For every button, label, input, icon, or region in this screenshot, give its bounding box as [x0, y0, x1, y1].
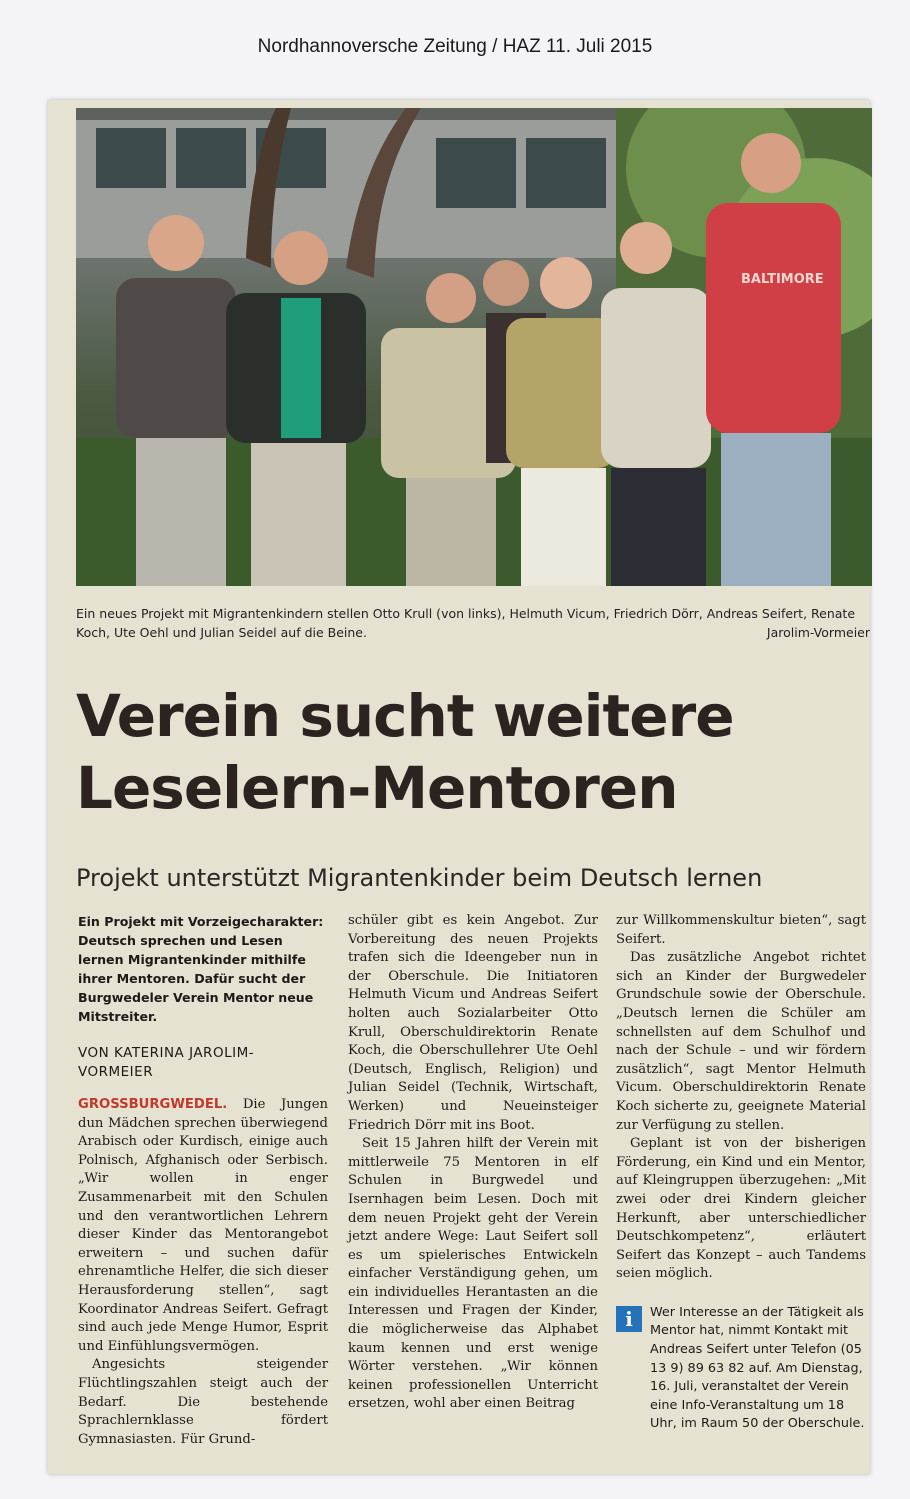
subheadline: Projekt unterstützt Migrantenkinder beim Deutsch lernen: [76, 864, 763, 892]
group-photo-illustration: [76, 108, 872, 586]
byline: VON KATERINA JAROLIM-VORMEIER: [78, 1045, 255, 1080]
photo-credit: Jarolim-Vormeier: [766, 625, 870, 640]
article-lead: Ein Projekt mit Vorzeigecharakter: Deutsch sprechen und Lesen lernen Migrantenkinder mithilfe ihrer Mentoren. Dafür sucht der Burgwedeler Verein Mentor neue Mitstreiter.: [78, 914, 324, 1024]
source-line: Nordhannoversche Zeitung / HAZ 11. Juli 2015: [257, 36, 653, 57]
paragraph-1: [78, 1096, 328, 1356]
info-text: Wer Interesse an der Tätigkeit als Mentor hat, nimmt Kontakt mit Andreas Seifert unter Telefon (05 13 9) 89 63 82 auf. Am Dienstag, 16. Juli, veranstaltet der Verein eine Info-Veranstaltung um 18 Uhr, im Raum 50 der Oberschule.: [650, 1304, 865, 1432]
paragraph-1-text: Die Jungen dun Mädchen sprechen überwiegend Arabisch oder Kurdisch, einige auch Polnisch, Afghanisch oder Serbisch. „Wir wollen in enger Zusammenarbeit mit den Schulen und den verantwortlichen Lehrern dieser Kinder das Mentorangebot erweitern – und suchen dafür ehrenamtliche Helfer, die sich dieser Herausforderung stellen“, sagt Koordinator Andreas Seifert. Gefragt sind auch jede Menge Humor, Esprit und Einfühlungsvermögen.: [78, 1097, 328, 1354]
dateline: GROSSBURGWEDEL.: [78, 1097, 228, 1112]
paragraph-5: Geplant ist von der bisherigen Förderung, ein Kind und ein Mentor, auf Kleingruppen überzugehen: „Mit zwei oder drei Kindern gleicher Herkunft, aber unterschiedlicher Deutschkompetenz“, erläutert Seifert das Konzept – auch Tandems seien möglich.: [616, 1136, 866, 1282]
svg-text:BALTIMORE: BALTIMORE: [741, 272, 824, 287]
headline: Verein sucht weitere Leselern-Mentoren: [76, 682, 734, 822]
paragraph-3-continued: zur Willkommenskultur bieten“, sagt Seifert.: [616, 913, 866, 947]
paragraph-2-start: Angesichts steigender Flüchtlingszahlen steigt auch der Bedarf. Die bestehende Sprachlernklasse fördert Gymnasiasten. Für Grund-: [78, 1357, 328, 1447]
info-icon: i: [616, 1306, 642, 1332]
article-column-3: [616, 912, 866, 1434]
paragraph-4: Das zusätzliche Angebot richtet sich an Kinder der Burgwedeler Grundschule sowie der Oberschule. „Deutsch lernen die Schüler am schnellsten auf dem Schulhof und nach der Schule – und wir fördern zusätzlich“, sagt Mentor Helmuth Vicum. Oberschuldirektorin Renate Koch sicherte zu, geeignete Material zur Verfügung zu stellen.: [616, 950, 866, 1133]
caption-text: Ein neues Projekt mit Migrantenkindern stellen Otto Krull (von links), Helmuth Vicum, Friedrich Dörr, Andreas Seifert, Renate Koch, Ute Oehl und Julian Seidel auf die Beine.: [76, 606, 856, 640]
group-photo: [76, 108, 872, 586]
photo-caption: [76, 604, 870, 642]
article-column-1: [78, 912, 328, 1449]
info-box: [616, 1304, 866, 1434]
paragraph-3: Seit 15 Jahren hilft der Verein mit mittlerweile 75 Mentoren in elf Schulen in Burgwedel und Isernhagen beim Lesen. Doch mit dem neuen Projekt geht der Verein jetzt andere Wege: Laut Seifert soll es um spielerisches Entwickeln einfacher Verständigung gehen, um ein individuelles Herantasten an die Interessen und Fragen der Kinder, die möglicherweise das Alphabet kaum kennen und erst wenige Wörter verstehen. „Wir können keinen professionellen Unterricht ersetzen, wohl aber einen Beitrag: [348, 1136, 598, 1412]
article-column-2: [348, 912, 598, 1414]
paragraph-2-continued: schüler gibt es kein Angebot. Zur Vorbereitung des neuen Projekts trafen sich die Ideengeber nun in der Oberschule. Die Initiatoren Helmuth Vicum und Andreas Seifert holten auch Sozialarbeiter Otto Krull, Oberschuldirektorin Renate Koch, die Oberschullehrer Ute Oehl (Deutsch, Englisch, Religion) und Julian Seidel (Technik, Wirtschaft, Werken) und Neueinsteiger Friedrich Dörr mit ins Boot.: [348, 913, 598, 1133]
